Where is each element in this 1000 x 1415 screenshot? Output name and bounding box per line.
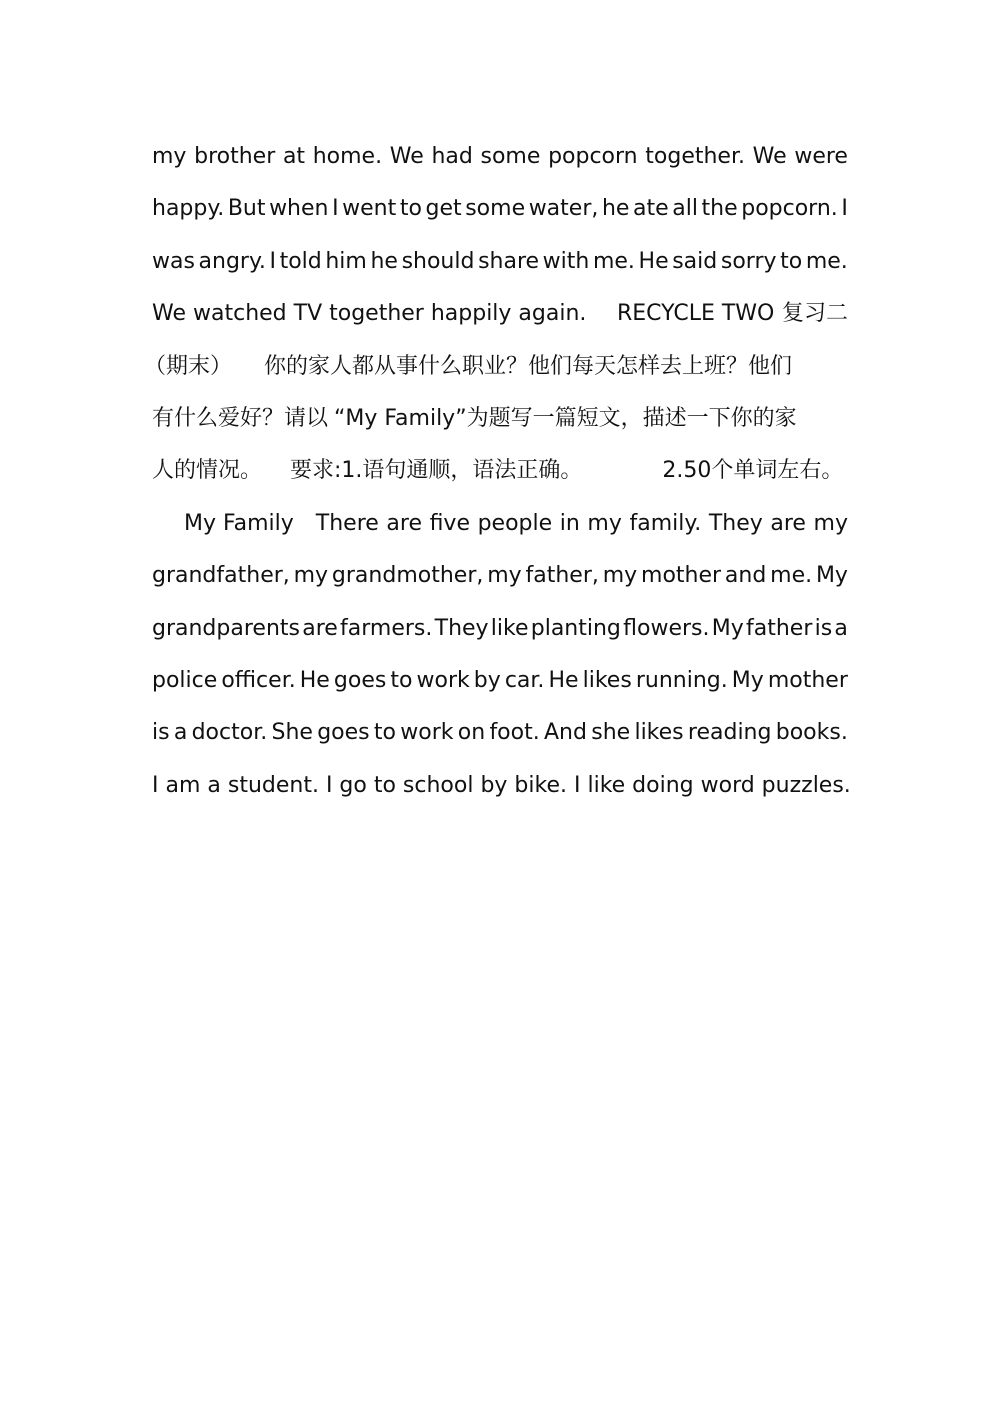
word: family. xyxy=(629,511,702,536)
word: farmers. xyxy=(340,616,433,641)
word: I xyxy=(332,196,339,221)
text-line xyxy=(152,456,848,486)
word: like xyxy=(490,616,529,641)
word: work xyxy=(400,720,454,745)
word: They xyxy=(708,511,763,536)
text-line xyxy=(152,299,848,329)
word: when xyxy=(269,196,329,221)
word: she xyxy=(591,720,631,745)
word: foot. xyxy=(489,720,540,745)
exam-label: （期末） xyxy=(144,354,233,379)
word: brother xyxy=(194,144,276,169)
word: father xyxy=(745,616,813,641)
text-line xyxy=(152,142,848,172)
sentence-text: We watched TV together happily again. xyxy=(152,301,587,326)
word: happy. xyxy=(152,196,225,221)
word: mother xyxy=(767,668,848,693)
word: were xyxy=(794,144,848,169)
section-heading-cn: 复习二 xyxy=(781,301,848,326)
word: five xyxy=(429,511,470,536)
word: had xyxy=(431,144,473,169)
word: books. xyxy=(775,720,848,745)
word: in xyxy=(559,511,580,536)
word: car. xyxy=(504,668,545,693)
word: should xyxy=(401,249,475,274)
essay-title-quote: “My Family” xyxy=(334,406,467,431)
essay-title: My Family xyxy=(184,511,294,536)
task-text: 人的情况。 xyxy=(152,458,263,483)
word: running. xyxy=(635,668,728,693)
text-line xyxy=(152,247,848,277)
word: But xyxy=(227,196,266,221)
word: a xyxy=(173,720,188,745)
word: to xyxy=(390,668,413,693)
task-text: 你的家人都从事什么职业？他们每天怎样去上班？他们 xyxy=(264,354,793,379)
word: me. xyxy=(770,563,813,588)
word: share xyxy=(478,249,540,274)
word: grandfather, xyxy=(152,563,290,588)
word: And xyxy=(544,720,587,745)
task-text: 有什么爱好？请以 xyxy=(152,406,329,431)
essay-first-line xyxy=(316,509,848,539)
word: mother xyxy=(641,563,722,588)
word: he xyxy=(601,196,630,221)
word: goes xyxy=(317,720,370,745)
text-line xyxy=(152,194,848,224)
word: police xyxy=(152,668,218,693)
word: He xyxy=(548,668,579,693)
word: me. xyxy=(592,249,635,274)
word: I xyxy=(269,249,276,274)
text-line xyxy=(144,352,848,382)
word: We xyxy=(389,144,424,169)
word: My xyxy=(815,563,848,588)
word: goes xyxy=(333,668,387,693)
word: father, xyxy=(525,563,599,588)
word: grandmother, xyxy=(331,563,484,588)
word: some xyxy=(465,196,526,221)
text-line xyxy=(152,666,848,696)
text-line xyxy=(152,509,848,539)
word: ate xyxy=(633,196,669,221)
word: is xyxy=(152,720,170,745)
task-text: 为题写一篇短文，描述一下你的家 xyxy=(466,406,797,431)
word: my xyxy=(487,563,522,588)
word: and xyxy=(724,563,767,588)
word: at xyxy=(282,144,306,169)
word: is xyxy=(814,616,833,641)
word: on xyxy=(457,720,486,745)
essay-last-line: I am a student. I go to school by bike. I like doing word puzzles. xyxy=(152,773,851,798)
word: was xyxy=(152,249,195,274)
word: told xyxy=(279,249,322,274)
text-line xyxy=(152,614,848,644)
word: some xyxy=(480,144,541,169)
word: sorry xyxy=(720,249,777,274)
text-line xyxy=(152,771,851,801)
word: work xyxy=(416,668,470,693)
word: to xyxy=(399,196,422,221)
word: my xyxy=(587,511,622,536)
word: water, xyxy=(528,196,599,221)
requirement-1: 要求:1.语句通顺，语法正确。 xyxy=(290,458,583,483)
word: flowers. xyxy=(623,616,710,641)
word: my xyxy=(602,563,638,588)
word: There xyxy=(315,511,379,536)
requirement-2: 2.50个单词左右。 xyxy=(662,458,844,483)
word: my xyxy=(152,144,187,169)
word: likes xyxy=(634,720,684,745)
word: reading xyxy=(687,720,772,745)
word: my xyxy=(293,563,329,588)
word: to xyxy=(780,249,803,274)
word: officer. xyxy=(221,668,296,693)
word: My xyxy=(731,668,764,693)
word: people xyxy=(477,511,553,536)
word: He xyxy=(638,249,669,274)
word: popcorn. xyxy=(741,196,838,221)
text-line xyxy=(152,718,848,748)
word: They xyxy=(434,616,489,641)
word: him xyxy=(325,249,367,274)
word: home. xyxy=(312,144,383,169)
word: all xyxy=(672,196,698,221)
word: a xyxy=(834,616,848,641)
word: He xyxy=(299,668,330,693)
word: angry. xyxy=(198,249,266,274)
word: doctor. xyxy=(191,720,268,745)
word: My xyxy=(711,616,744,641)
word: planting xyxy=(530,616,621,641)
word: grandparents xyxy=(152,616,300,641)
word: said xyxy=(672,249,718,274)
word: We xyxy=(752,144,787,169)
word: are xyxy=(386,511,422,536)
word: the xyxy=(701,196,738,221)
word: me. xyxy=(805,249,848,274)
section-heading: RECYCLE TWO xyxy=(616,301,775,326)
word: together. xyxy=(645,144,745,169)
word: my xyxy=(813,511,848,536)
word: popcorn xyxy=(548,144,638,169)
word: are xyxy=(770,511,806,536)
word: he xyxy=(370,249,398,274)
text-line xyxy=(152,404,848,434)
word: to xyxy=(373,720,396,745)
word: She xyxy=(271,720,313,745)
word: with xyxy=(542,249,590,274)
word: get xyxy=(425,196,462,221)
word: went xyxy=(342,196,397,221)
word: I xyxy=(841,196,848,221)
text-line xyxy=(152,561,848,591)
word: by xyxy=(473,668,501,693)
word: are xyxy=(302,616,338,641)
word: likes xyxy=(582,668,632,693)
